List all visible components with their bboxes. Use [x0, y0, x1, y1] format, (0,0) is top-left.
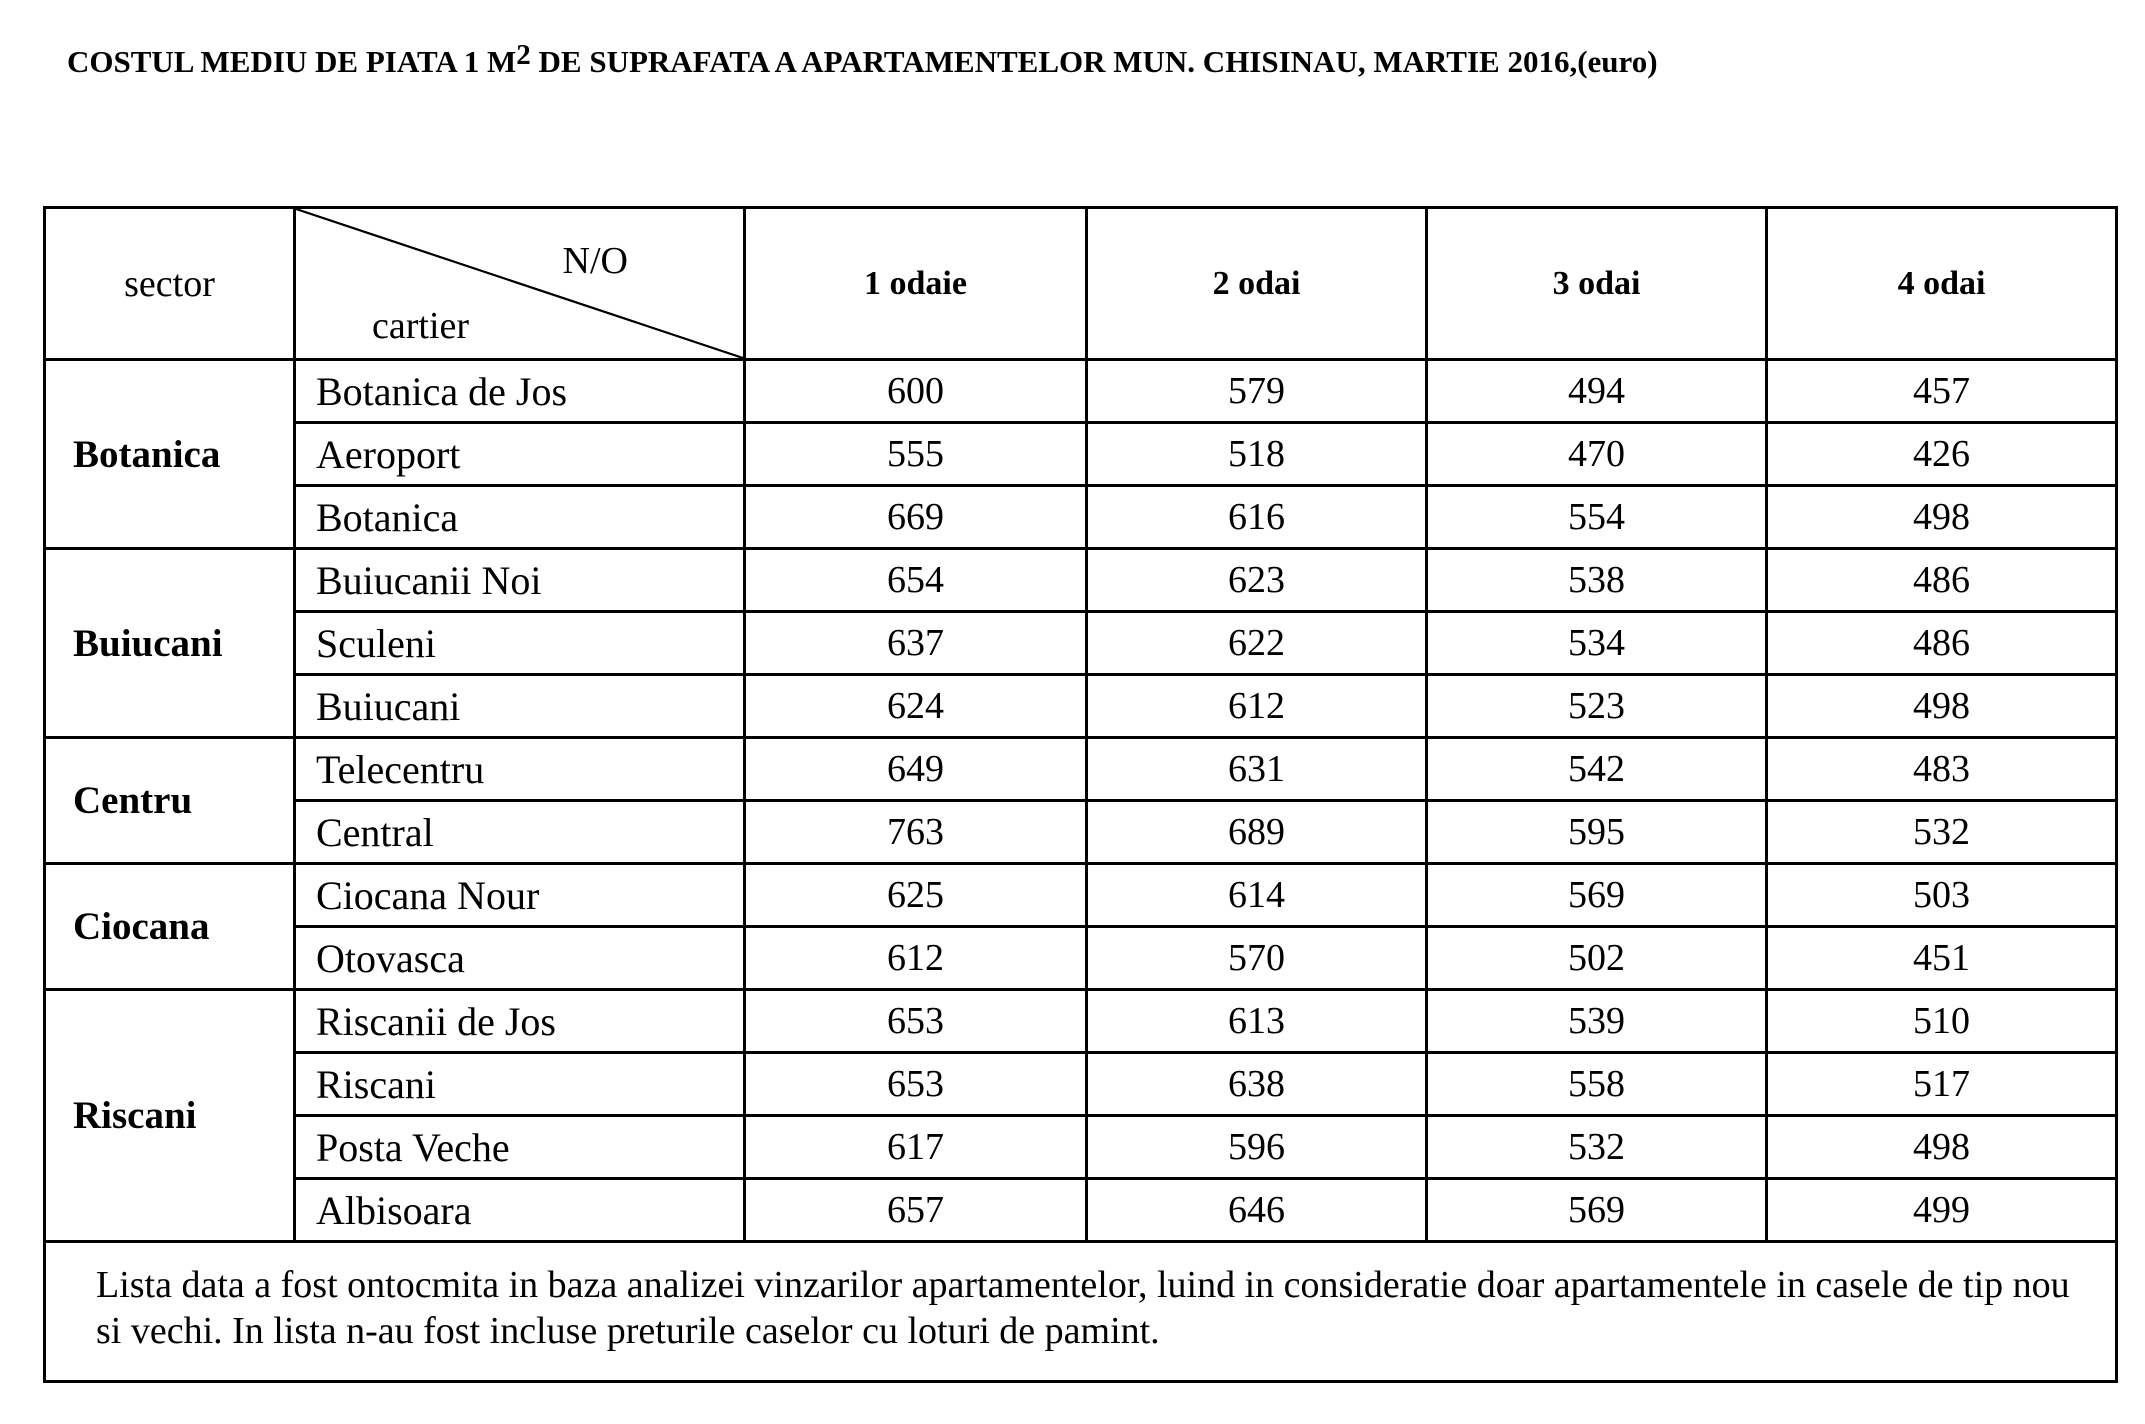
table-row	[45, 1179, 2117, 1242]
district-name: Posta Veche	[295, 1116, 745, 1179]
header-sector: sector	[45, 208, 295, 360]
price-cell: 625	[745, 864, 1087, 927]
price-cell: 486	[1767, 549, 2117, 612]
sector-name: Ciocana	[45, 864, 295, 990]
price-table-container	[43, 206, 2115, 1399]
header-col-2: 2 odai	[1087, 208, 1427, 360]
price-cell: 523	[1427, 675, 1767, 738]
district-name: Central	[295, 801, 745, 864]
price-cell: 622	[1087, 612, 1427, 675]
price-cell: 451	[1767, 927, 2117, 990]
header-diag-bottom: cartier	[372, 305, 470, 347]
price-cell: 596	[1087, 1116, 1427, 1179]
district-name: Riscani	[295, 1053, 745, 1116]
page-title	[67, 39, 1658, 80]
price-cell: 554	[1427, 486, 1767, 549]
price-cell: 498	[1767, 675, 2117, 738]
title-text-before: COSTUL MEDIU DE PIATA 1 M	[67, 44, 517, 79]
price-cell: 532	[1427, 1116, 1767, 1179]
title-text-after: DE SUPRAFATA A APARTAMENTELOR MUN. CHISINAU, MARTIE 2016,(euro)	[530, 44, 1658, 79]
district-name: Aeroport	[295, 423, 745, 486]
price-cell: 669	[745, 486, 1087, 549]
price-cell: 637	[745, 612, 1087, 675]
header-row	[45, 208, 2117, 360]
price-cell: 503	[1767, 864, 2117, 927]
district-name: Sculeni	[295, 612, 745, 675]
price-cell: 763	[745, 801, 1087, 864]
table-row	[45, 801, 2117, 864]
table-row	[45, 1053, 2117, 1116]
price-cell: 617	[745, 1116, 1087, 1179]
price-cell: 532	[1767, 801, 2117, 864]
price-cell: 631	[1087, 738, 1427, 801]
district-name: Buiucani	[295, 675, 745, 738]
header-col-4: 4 odai	[1767, 208, 2117, 360]
price-cell: 502	[1427, 927, 1767, 990]
header-col-3: 3 odai	[1427, 208, 1767, 360]
title-superscript: 2	[516, 39, 531, 71]
table-row	[45, 486, 2117, 549]
table-row	[45, 927, 2117, 990]
price-cell: 570	[1087, 927, 1427, 990]
price-cell: 569	[1427, 864, 1767, 927]
price-cell: 657	[745, 1179, 1087, 1242]
price-cell: 542	[1427, 738, 1767, 801]
table-row	[45, 864, 2117, 927]
sector-name: Riscani	[45, 990, 295, 1242]
district-name: Botanica	[295, 486, 745, 549]
price-cell: 486	[1767, 612, 2117, 675]
price-cell: 510	[1767, 990, 2117, 1053]
price-cell: 499	[1767, 1179, 2117, 1242]
sector-name: Buiucani	[45, 549, 295, 738]
table-row	[45, 675, 2117, 738]
price-cell: 426	[1767, 423, 2117, 486]
price-table	[43, 206, 2118, 1383]
table-row	[45, 1116, 2117, 1179]
header-diag-top: N/O	[562, 240, 628, 282]
price-cell: 614	[1087, 864, 1427, 927]
price-cell: 653	[745, 1053, 1087, 1116]
price-cell: 579	[1087, 360, 1427, 423]
price-cell: 498	[1767, 1116, 2117, 1179]
table-row	[45, 549, 2117, 612]
price-cell: 653	[745, 990, 1087, 1053]
price-cell: 613	[1087, 990, 1427, 1053]
sector-name: Botanica	[45, 360, 295, 549]
price-cell: 600	[745, 360, 1087, 423]
table-row	[45, 612, 2117, 675]
price-cell: 534	[1427, 612, 1767, 675]
district-name: Botanica de Jos	[295, 360, 745, 423]
price-cell: 624	[745, 675, 1087, 738]
price-cell: 539	[1427, 990, 1767, 1053]
note-row	[45, 1242, 2117, 1382]
price-cell: 457	[1767, 360, 2117, 423]
price-cell: 538	[1427, 549, 1767, 612]
header-col-1: 1 odaie	[745, 208, 1087, 360]
price-cell: 654	[745, 549, 1087, 612]
district-name: Riscanii de Jos	[295, 990, 745, 1053]
price-cell: 612	[745, 927, 1087, 990]
price-cell: 569	[1427, 1179, 1767, 1242]
table-note: Lista data a fost ontocmita in baza analizei vinzarilor apartamentelor, luind in consideratie doar apartamentele in casele de tip nou si vechi. In lista n-au fost incluse preturile caselor cu loturi de pamint.	[45, 1242, 2117, 1382]
price-cell: 623	[1087, 549, 1427, 612]
table-row	[45, 423, 2117, 486]
price-cell: 518	[1087, 423, 1427, 486]
district-name: Otovasca	[295, 927, 745, 990]
price-cell: 595	[1427, 801, 1767, 864]
district-name: Telecentru	[295, 738, 745, 801]
price-cell: 494	[1427, 360, 1767, 423]
price-cell: 638	[1087, 1053, 1427, 1116]
price-cell: 517	[1767, 1053, 2117, 1116]
price-cell: 555	[745, 423, 1087, 486]
price-cell: 612	[1087, 675, 1427, 738]
district-name: Buiucanii Noi	[295, 549, 745, 612]
diagonal-line	[296, 209, 743, 358]
district-name: Albisoara	[295, 1179, 745, 1242]
price-cell: 483	[1767, 738, 2117, 801]
price-cell: 616	[1087, 486, 1427, 549]
price-cell: 649	[745, 738, 1087, 801]
table-row	[45, 990, 2117, 1053]
price-cell: 470	[1427, 423, 1767, 486]
price-table-body	[45, 208, 2117, 1382]
header-diagonal-cell	[295, 208, 745, 360]
district-name: Ciocana Nour	[295, 864, 745, 927]
sector-name: Centru	[45, 738, 295, 864]
price-cell: 646	[1087, 1179, 1427, 1242]
price-cell: 689	[1087, 801, 1427, 864]
price-cell: 558	[1427, 1053, 1767, 1116]
price-cell: 498	[1767, 486, 2117, 549]
table-row	[45, 738, 2117, 801]
table-row	[45, 360, 2117, 423]
